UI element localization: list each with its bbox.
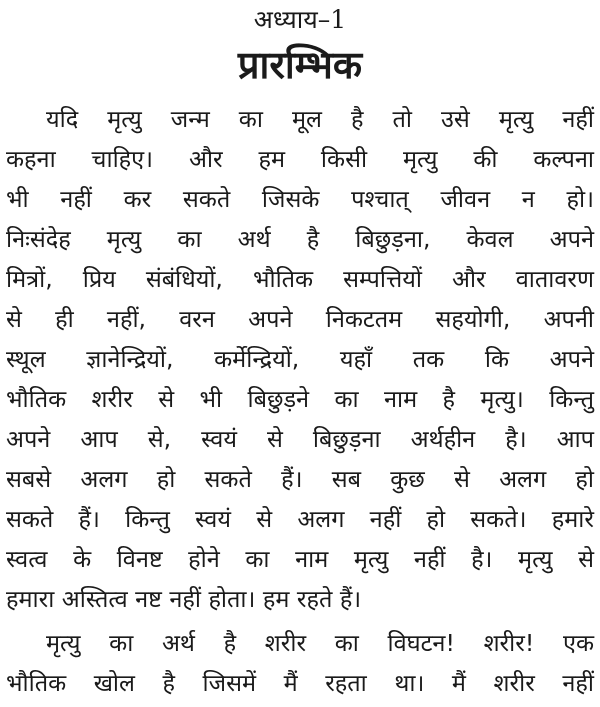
text-line: अपने आप से, स्वयं से बिछुड़ना अर्थहीन है। आप bbox=[6, 425, 594, 453]
text-line: भौतिक शरीर से भी बिछुड़ने का नाम है मृत्यु। किन्तु bbox=[6, 385, 594, 413]
text-line: भौतिक खोल है जिसमें मैं रहता था। मैं शरीर नहीं bbox=[6, 669, 594, 697]
text-line: सकते हैं। किन्तु स्वयं से अलग नहीं हो सकते। हमारे bbox=[6, 505, 594, 533]
chapter-title: प्रारम्भिक bbox=[237, 43, 363, 87]
text-line: स्थूल ज्ञानेन्द्रियों, कर्मेन्द्रियों, यहाँ तक कि अपने bbox=[6, 345, 594, 373]
text-line: मित्रों, प्रिय संबंधियों, भौतिक सम्पत्तियों और वातावरण bbox=[6, 265, 594, 293]
text-line: हमारा अस्तित्व नष्ट नहीं होता। हम रहते हैं। bbox=[6, 585, 362, 613]
text-line: निःसंदेह मृत्यु का अर्थ है बिछुड़ना, केवल अपने bbox=[6, 225, 594, 253]
text-line: सबसे अलग हो सकते हैं। सब कुछ से अलग हो bbox=[6, 465, 594, 493]
text-line: मृत्यु का अर्थ है शरीर का विघटन! शरीर! एक bbox=[46, 629, 594, 657]
chapter-label: अध्याय–1 bbox=[253, 5, 347, 34]
text-line: से ही नहीं, वरन अपने निकटतम सहयोगी, अपनी bbox=[6, 305, 594, 333]
text-line: कहना चाहिए। और हम किसी मृत्यु की कल्पना bbox=[6, 145, 594, 173]
text-line: यदि मृत्यु जन्म का मूल है तो उसे मृत्यु नहीं bbox=[46, 105, 594, 133]
text-line: भी नहीं कर सकते जिसके पश्चात् जीवन न हो। bbox=[6, 185, 594, 213]
text-line: स्वत्व के विनष्ट होने का नाम मृत्यु नहीं है। मृत्यु से bbox=[6, 545, 594, 573]
